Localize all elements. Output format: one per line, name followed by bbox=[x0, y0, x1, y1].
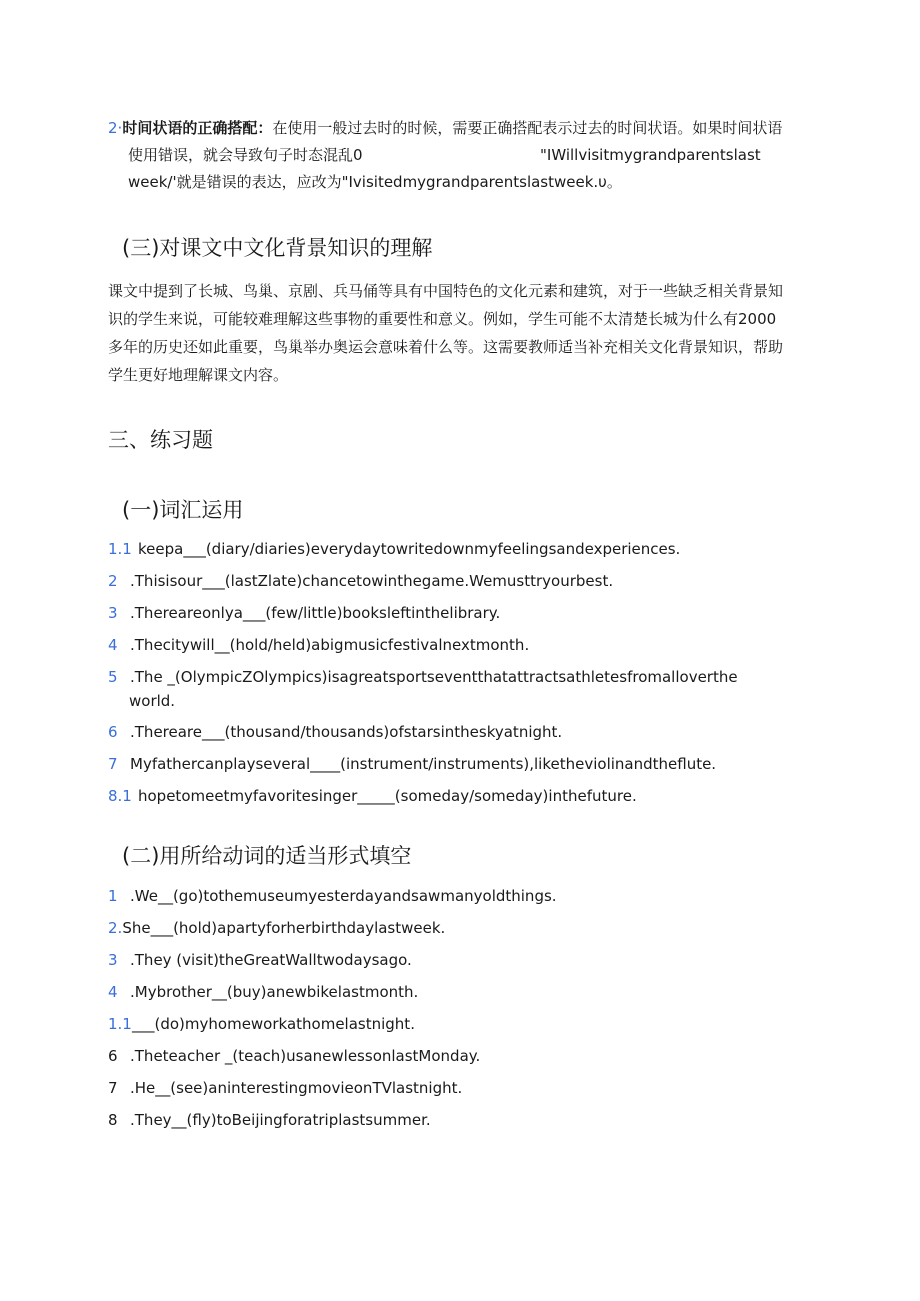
list-item bbox=[108, 948, 412, 972]
list-item bbox=[108, 980, 418, 1004]
item-text: .He__(see)aninterestingmovieonTVlastnight. bbox=[130, 1079, 463, 1097]
list-item bbox=[108, 1044, 480, 1068]
item-text: .Thisisour___(lastZlate)chancetowinthegame.Wemusttryourbest. bbox=[130, 572, 614, 590]
item-text: .Theteacher _(teach)usanewlessonlastMonday. bbox=[130, 1047, 481, 1065]
item-text: .They__(fly)toBeijingforatriplastsummer. bbox=[130, 1111, 431, 1129]
list-item bbox=[108, 1076, 462, 1100]
item-text: hopetomeetmyfavoritesinger_____(someday/someday)inthefuture. bbox=[138, 787, 637, 805]
item-text: .Mybrother__(buy)anewbikelastmonth. bbox=[130, 983, 419, 1001]
top-item-line3: week/'就是错误的表达，应改为"Ivisitedmygrandparentslastweek.υ。 bbox=[128, 173, 622, 191]
top-item-number: 2· bbox=[108, 119, 123, 137]
list-item bbox=[108, 537, 680, 561]
item-text: .Thecitywill__(hold/held)abigmusicfestivalnextmonth. bbox=[130, 636, 530, 654]
section3-para-line2: 识的学生来说，可能较难理解这些事物的重要性和意义。例如，学生可能不太清楚长城为什么有2000 bbox=[108, 310, 777, 328]
part1-heading: (一)词汇运用 bbox=[122, 498, 244, 522]
top-item-line2b: "IWillvisitmygrandparentslast bbox=[540, 146, 761, 164]
item-text: .The _(OlympicZOlympics)isagreatsportseventthatattractsathletesfromalloverthe bbox=[130, 668, 738, 686]
list-item bbox=[108, 665, 738, 689]
item-text: Myfathercanplayseveral____(instrument/instruments),liketheviolinandtheflute. bbox=[130, 755, 717, 773]
item-text: .Thereare___(thousand/thousands)ofstarsintheskyatnight. bbox=[130, 723, 563, 741]
item-number: 3 bbox=[108, 951, 118, 969]
item-number: 1 bbox=[108, 887, 118, 905]
item-number: 8 bbox=[108, 1111, 118, 1129]
list-item-continuation: world. bbox=[129, 692, 176, 710]
item-number: 6 bbox=[108, 723, 118, 741]
section3-para-line3: 多年的历史还如此重要，鸟巢举办奥运会意味着什么等。这需要教师适当补充相关文化背景知识，帮助 bbox=[108, 338, 784, 356]
item-number: 8.1 bbox=[108, 787, 132, 805]
item-number: 1.1 bbox=[108, 1015, 132, 1033]
list-item bbox=[108, 884, 557, 908]
item-number: 2 bbox=[108, 572, 118, 590]
item-text: keepa___(diary/diaries)everydaytowritedownmyfeelingsandexperiences. bbox=[138, 540, 681, 558]
list-item bbox=[108, 720, 562, 744]
exercises-heading: 三、练习题 bbox=[108, 428, 213, 452]
item-number: 7 bbox=[108, 755, 118, 773]
list-item bbox=[108, 916, 445, 940]
list-item bbox=[108, 1012, 415, 1036]
list-item bbox=[108, 633, 529, 657]
list-item bbox=[108, 752, 716, 776]
list-item bbox=[108, 1108, 431, 1132]
item-text: .Thereareonlya___(few/little)booksleftinthelibrary. bbox=[130, 604, 501, 622]
section3-heading: (三)对课文中文化背景知识的理解 bbox=[122, 236, 433, 260]
section3-para-line4: 学生更好地理解课文内容。 bbox=[108, 366, 289, 384]
item-number: 5 bbox=[108, 668, 118, 686]
item-text: .They (visit)theGreatWalltwodaysago. bbox=[130, 951, 412, 969]
item-number: 4 bbox=[108, 636, 118, 654]
item-text: .We__(go)tothemuseumyesterdayandsawmanyoldthings. bbox=[130, 887, 557, 905]
item-number: 3 bbox=[108, 604, 118, 622]
list-item bbox=[108, 569, 613, 593]
top-item-text-line1: 在使用一般过去时的时候，需要正确搭配表示过去的时间状语。如果时间状语 bbox=[272, 119, 783, 137]
item-number: 7 bbox=[108, 1079, 118, 1097]
item-number: 6 bbox=[108, 1047, 118, 1065]
top-item-line1 bbox=[108, 114, 782, 142]
item-text: ___(do)myhomeworkathomelastnight. bbox=[132, 1015, 415, 1033]
top-item-line2a: 使用错误，就会导致句子时态混乱0 bbox=[128, 146, 363, 164]
list-item bbox=[108, 601, 500, 625]
item-number: 4 bbox=[108, 983, 118, 1001]
item-text: She___(hold)apartyforherbirthdaylastweek. bbox=[122, 919, 446, 937]
item-number: 2. bbox=[108, 919, 123, 937]
part2-heading: (二)用所给动词的适当形式填空 bbox=[122, 844, 412, 868]
section3-para-line1: 课文中提到了长城、鸟巢、京剧、兵马俑等具有中国特色的文化元素和建筑，对于一些缺乏相关背景知 bbox=[108, 282, 784, 300]
item-number: 1.1 bbox=[108, 540, 132, 558]
top-item-title: 时间状语的正确搭配： bbox=[122, 119, 273, 137]
list-item bbox=[108, 784, 637, 808]
